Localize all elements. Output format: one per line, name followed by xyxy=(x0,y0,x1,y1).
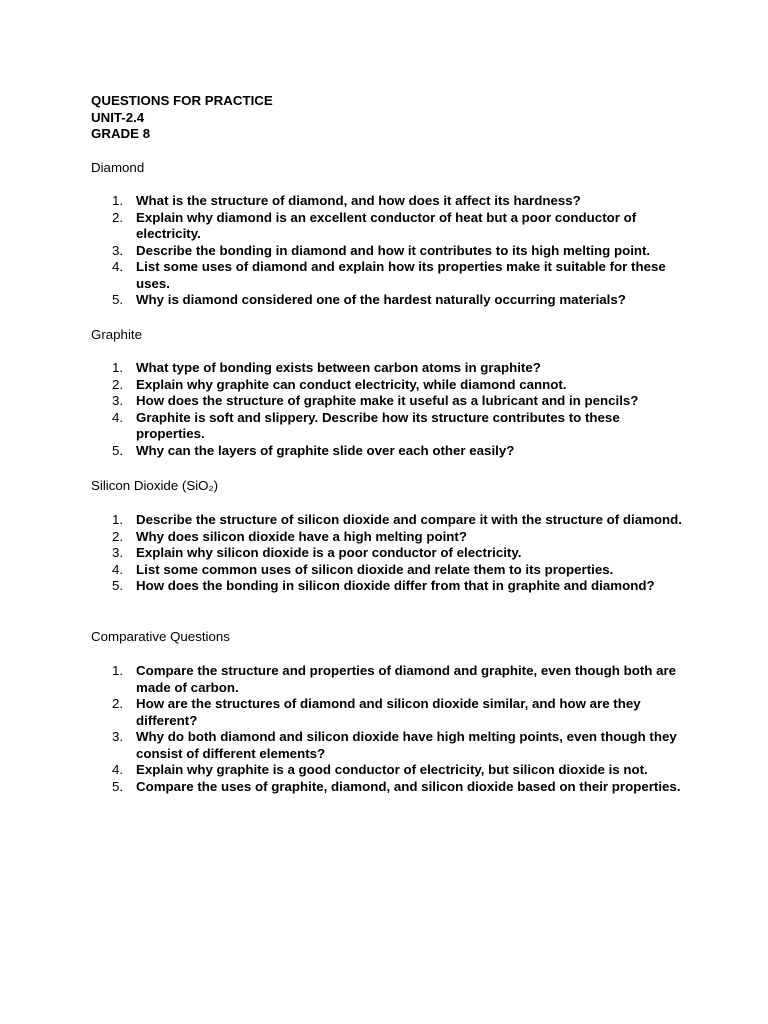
question-text: Describe the structure of silicon dioxide and compare it with the structure of diamond. xyxy=(136,512,682,527)
question-number: 4. xyxy=(112,561,124,577)
question-item xyxy=(91,410,691,443)
question-number: 3. xyxy=(112,729,124,744)
question-text: List some common uses of silicon dioxide and relate them to its properties. xyxy=(136,561,614,577)
question-text: Compare the uses of graphite, diamond, and silicon dioxide based on their properties. xyxy=(136,778,681,794)
header-grade: GRADE 8 xyxy=(91,126,151,141)
question-number: 5. xyxy=(112,578,124,593)
question-text: Why can the layers of graphite slide over each other easily? xyxy=(136,442,515,458)
question-number: 5. xyxy=(112,442,124,458)
question-text: Explain why diamond is an excellent conductor of heat but a poor conductor of electricity. xyxy=(136,209,637,241)
question-text: Explain why silicon dioxide is a poor conductor of electricity. xyxy=(136,545,522,560)
question-text: What type of bonding exists between carbon atoms in graphite? xyxy=(136,360,541,375)
question-text: Graphite is soft and slippery. Describe how its structure contributes to these properties. xyxy=(136,409,620,441)
header-title: QUESTIONS FOR PRACTICE xyxy=(91,93,273,108)
question-item xyxy=(91,259,691,292)
question-text: How does the bonding in silicon dioxide differ from that in graphite and diamond? xyxy=(136,578,655,593)
question-text: Why do both diamond and silicon dioxide have high melting points, even though they consist of different elements? xyxy=(136,729,677,761)
question-item xyxy=(91,779,691,796)
question-list-diamond xyxy=(91,193,691,309)
question-item xyxy=(91,696,691,729)
question-number: 2. xyxy=(112,528,124,544)
section-title-comparative: Comparative Questions xyxy=(91,629,230,644)
question-text: How does the structure of graphite make it useful as a lubricant and in pencils? xyxy=(136,393,639,408)
question-number: 2. xyxy=(112,209,124,225)
question-item xyxy=(91,193,691,210)
question-text: Why is diamond considered one of the hardest naturally occurring materials? xyxy=(136,292,626,307)
question-item xyxy=(91,292,691,309)
document-header xyxy=(91,93,273,143)
question-number: 1. xyxy=(112,512,124,527)
question-item xyxy=(91,393,691,410)
question-number: 2. xyxy=(112,376,124,392)
question-number: 5. xyxy=(112,292,124,307)
question-number: 1. xyxy=(112,360,124,375)
question-text: Describe the bonding in diamond and how it contributes to its high melting point. xyxy=(136,242,651,258)
question-item xyxy=(91,578,691,595)
question-number: 4. xyxy=(112,762,124,777)
question-number: 3. xyxy=(112,393,124,408)
header-unit: UNIT-2.4 xyxy=(91,109,145,125)
question-text: List some uses of diamond and explain how its properties make it suitable for these uses. xyxy=(136,259,666,291)
question-item xyxy=(91,545,691,562)
question-text: What is the structure of diamond, and how does it affect its hardness? xyxy=(136,193,581,208)
question-item xyxy=(91,377,691,394)
question-item xyxy=(91,729,691,762)
question-item xyxy=(91,243,691,260)
question-text: Explain why graphite is a good conductor of electricity, but silicon dioxide is not. xyxy=(136,762,648,777)
question-text: How are the structures of diamond and silicon dioxide similar, and how are they different? xyxy=(136,696,641,728)
question-text: Compare the structure and properties of diamond and graphite, even though both are made of carbon. xyxy=(136,663,677,695)
question-list-graphite xyxy=(91,360,691,459)
section-title-diamond: Diamond xyxy=(91,160,145,175)
question-list-comparative xyxy=(91,663,691,795)
question-text: Explain why graphite can conduct electricity, while diamond cannot. xyxy=(136,376,567,392)
question-list-silicon-dioxide xyxy=(91,512,691,595)
question-item xyxy=(91,762,691,779)
question-number: 4. xyxy=(112,259,124,274)
question-number: 2. xyxy=(112,696,124,711)
section-title-silicon-dioxide: Silicon Dioxide (SiO₂) xyxy=(91,478,219,493)
question-item xyxy=(91,360,691,377)
question-text: Why does silicon dioxide have a high melting point? xyxy=(136,528,467,544)
question-number: 1. xyxy=(112,193,124,208)
question-item xyxy=(91,529,691,546)
question-item xyxy=(91,562,691,579)
question-number: 4. xyxy=(112,409,124,425)
question-number: 3. xyxy=(112,545,124,560)
question-number: 1. xyxy=(112,663,124,678)
question-item xyxy=(91,443,691,460)
question-number: 3. xyxy=(112,242,124,258)
question-item xyxy=(91,512,691,529)
question-number: 5. xyxy=(112,778,124,794)
question-item xyxy=(91,210,691,243)
question-item xyxy=(91,663,691,696)
section-title-graphite: Graphite xyxy=(91,327,142,342)
